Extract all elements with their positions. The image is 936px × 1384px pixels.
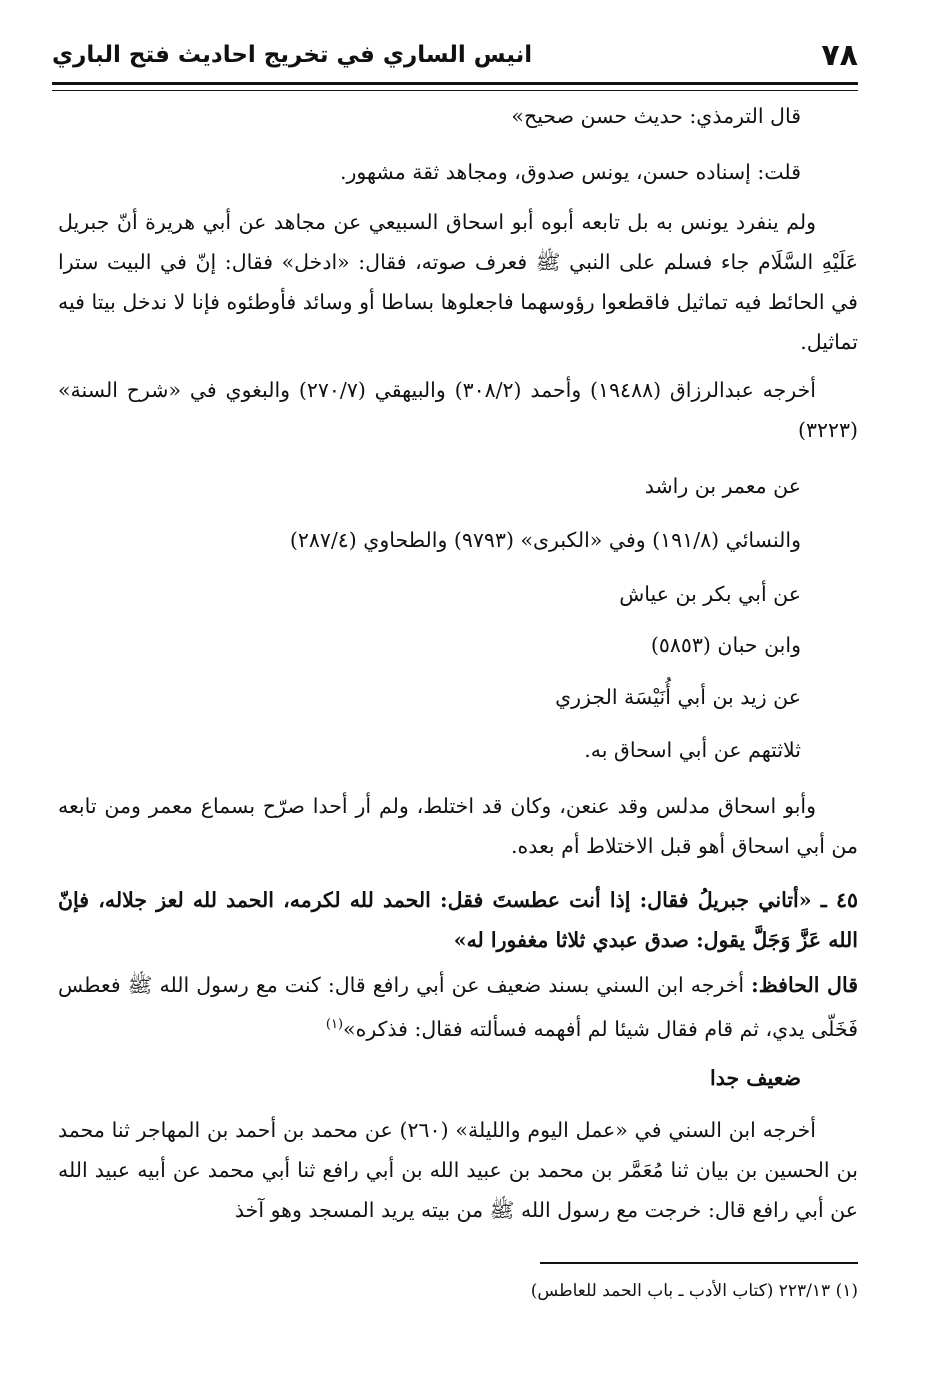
narrator-line-3: عن زيد بن أبي أُنَيْسَة الجزري xyxy=(555,685,801,709)
tirmidhi-verdict: قال الترمذي: حديث حسن صحيح» xyxy=(511,104,801,128)
header-rule-thin xyxy=(52,90,858,91)
source-line-2: والنسائي (١٩١/٨) وفي «الكبرى» (٩٧٩٣) والطحاوي (٢٨٧/٤) xyxy=(289,528,801,552)
isnad-assessment: قلت: إسناده حسن، يونس صدوق، ومجاهد ثقة مشهور. xyxy=(339,160,801,184)
footnote-marker: (١) xyxy=(325,1017,344,1032)
paragraph-mutabaah: ولم ينفرد يونس به بل تابعه أبوه أبو اسحاق السبيعي عن مجاهد عن أبي هريرة أنّ جبريل عَلَيْهِ السَّلَام جاء فسلم على النبي ﷺ فعرف صوته، فقال: «ادخل» فقال: إنّ في البيت سترا في الحائط فيه تماثيل فاقطعوا رؤوسهما فاجعلوها بساطا أو وسائد فأوطئوه فإنا لا ندخل بيتا فيه تماثيل. xyxy=(58,210,858,354)
narrator-line-1: عن معمر بن راشد xyxy=(644,474,801,498)
paragraph-takhrij-ibn-sunni: أخرجه ابن السني في «عمل اليوم والليلة» (٢٦٠) عن محمد بن أحمد بن المهاجر ثنا محمد بن الحسين بن بيان ثنا مُعَمَّر بن محمد بن عبيد الله بن أبي رافع ثنا أبي محمد عن أبيه عبيد الله عن أبي رافع قال: خرجت مع رسول الله ﷺ من بيته يريد المسجد وهو آخذ xyxy=(58,1118,858,1222)
hadith-45: ٤٥ ـ «أتاني جبريلُ فقال: إذا أنت عطستَ فقل: الحمد لله لكرمه، الحمد لله لعز جلاله، فإنّ الله عَزَّ وَجَلَّ يقول: صدق عبدي ثلاثا مغفورا له» xyxy=(58,888,858,952)
hafiz-statement xyxy=(58,965,858,1049)
page-number: ٧٨ xyxy=(821,37,858,73)
running-title: انيس الساري في تخريج احاديث فتح الباري xyxy=(52,42,533,68)
summary-line: ثلاثتهم عن أبي اسحاق به. xyxy=(584,738,801,762)
hafiz-text: أخرجه ابن السني بسند ضعيف عن أبي رافع قال: كنت مع رسول الله ﷺ فعطس فَخَلّى يدي، ثم قام فقال شيئا لم أفهمه فسألته فقال: فذكره» xyxy=(58,973,858,1041)
hafiz-label: قال الحافظ: xyxy=(751,973,858,997)
paragraph-takhrij-1: أخرجه عبدالرزاق (١٩٤٨٨) وأحمد (٣٠٨/٢) والبيهقي (٢٧٠/٧) والبغوي في «شرح السنة» (٣٢٢٣) xyxy=(58,378,858,442)
footnote-rule xyxy=(540,1262,858,1264)
narrator-line-2: عن أبي بكر بن عياش xyxy=(619,582,801,606)
header-rule xyxy=(52,82,858,85)
paragraph-tadlis: وأبو اسحاق مدلس وقد عنعن، وكان قد اختلط، ولم أر أحدا صرّح بسماع معمر ومن تابعه من أبي اسحاق أهو قبل الاختلاط أم بعده. xyxy=(58,794,858,858)
source-line-3: وابن حبان (٥٨٥٣) xyxy=(650,633,801,657)
hadith-grade: ضعيف جدا xyxy=(710,1066,801,1090)
page-header xyxy=(52,30,858,80)
footnote-1: (١) ٢٢٣/١٣ (كتاب الأدب ـ باب الحمد للعاطس) xyxy=(530,1281,858,1301)
